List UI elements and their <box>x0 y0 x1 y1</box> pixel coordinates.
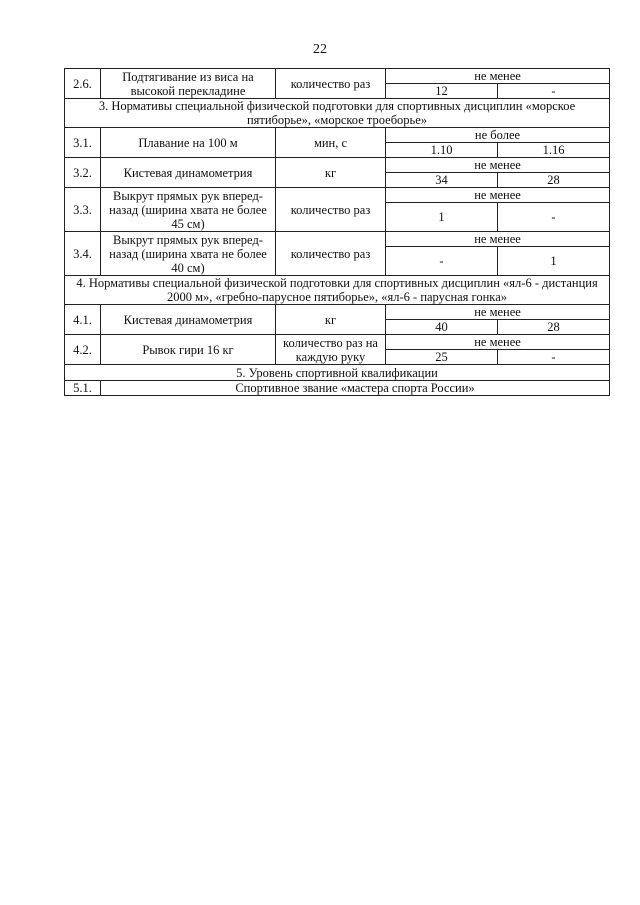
unit: количество раз <box>276 69 386 99</box>
unit: количество раз <box>276 188 386 232</box>
value-male: - <box>386 247 498 276</box>
condition: не менее <box>386 232 610 247</box>
exercise-name: Кистевая динамометрия <box>101 305 276 335</box>
table-row-4-2 <box>65 335 610 350</box>
section-heading: 5. Уровень спортивной квалификации <box>65 365 610 381</box>
section-heading: 3. Нормативы специальной физической подготовки для спортивных дисциплин «морское пятиборье», «морское троеборье» <box>65 99 610 128</box>
exercise-name: Подтягивание из виса на высокой перекладине <box>101 69 276 99</box>
row-number: 4.1. <box>65 305 101 335</box>
table-row-3-3 <box>65 188 610 203</box>
row-number: 2.6. <box>65 69 101 99</box>
value-female: 1.16 <box>498 143 610 158</box>
condition: не менее <box>386 335 610 350</box>
exercise-name: Выкрут прямых рук вперед-назад (ширина хвата не более 40 см) <box>101 232 276 276</box>
row-number: 5.1. <box>65 381 101 396</box>
value-male: 34 <box>386 173 498 188</box>
unit: кг <box>276 305 386 335</box>
condition: не более <box>386 128 610 143</box>
value-female: 28 <box>498 320 610 335</box>
section-row-3 <box>65 99 610 128</box>
condition: не менее <box>386 305 610 320</box>
norms-table <box>64 68 610 396</box>
section-heading: 4. Нормативы специальной физической подготовки для спортивных дисциплин «ял-6 - дистанция 2000 м», «гребно-парусное пятиборье», «ял-6 - парусная гонка» <box>65 276 610 305</box>
condition: не менее <box>386 188 610 203</box>
unit: количество раз на каждую руку <box>276 335 386 365</box>
value-female: - <box>498 203 610 232</box>
value-male: 40 <box>386 320 498 335</box>
condition: не менее <box>386 158 610 173</box>
section-row-5 <box>65 365 610 381</box>
exercise-name: Рывок гири 16 кг <box>101 335 276 365</box>
row-number: 3.3. <box>65 188 101 232</box>
value-female: 1 <box>498 247 610 276</box>
unit: кг <box>276 158 386 188</box>
condition: не менее <box>386 69 610 84</box>
value-male: 12 <box>386 84 498 99</box>
row-number: 3.2. <box>65 158 101 188</box>
table-row-3-4 <box>65 232 610 247</box>
table-row-3-1 <box>65 128 610 143</box>
unit: мин, с <box>276 128 386 158</box>
value-male: 1 <box>386 203 498 232</box>
value-female: 28 <box>498 173 610 188</box>
value-female: - <box>498 350 610 365</box>
qualification-text: Спортивное звание «мастера спорта России» <box>101 381 610 396</box>
value-male: 25 <box>386 350 498 365</box>
page-number: 22 <box>313 42 327 57</box>
table-row-4-1 <box>65 305 610 320</box>
exercise-name: Плавание на 100 м <box>101 128 276 158</box>
row-number: 4.2. <box>65 335 101 365</box>
table-row-3-2 <box>65 158 610 173</box>
value-male: 1.10 <box>386 143 498 158</box>
exercise-name: Кистевая динамометрия <box>101 158 276 188</box>
exercise-name: Выкрут прямых рук вперед-назад (ширина хвата не более 45 см) <box>101 188 276 232</box>
row-number: 3.4. <box>65 232 101 276</box>
row-number: 3.1. <box>65 128 101 158</box>
table-row-5-1 <box>65 381 610 396</box>
section-row-4 <box>65 276 610 305</box>
unit: количество раз <box>276 232 386 276</box>
value-female: - <box>498 84 610 99</box>
table-row-2-6 <box>65 69 610 84</box>
